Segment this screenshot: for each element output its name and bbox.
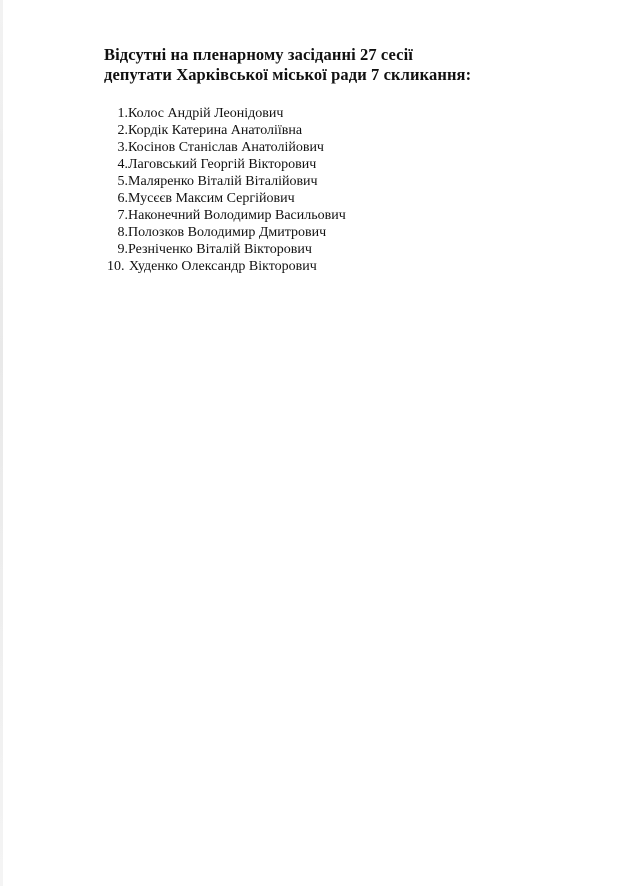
list-item-name: Колос Андрій Леонідович	[128, 106, 284, 121]
list-item-name: Мусєєв Максим Сергійович	[128, 191, 295, 206]
list-item-name: Полозков Володимир Дмитрович	[128, 225, 327, 240]
scan-edge	[0, 0, 3, 886]
list-item-number: 3.	[117, 140, 128, 155]
list-item-number: 1.	[117, 106, 128, 121]
list-item-name: Резніченко Віталій Вікторович	[128, 242, 312, 257]
list-item	[106, 105, 346, 122]
list-item-name: Кордік Катерина Анатоліївна	[128, 123, 303, 138]
list-item	[106, 122, 346, 139]
list-item-name: Маляренко Віталій Віталійович	[128, 174, 318, 189]
list-item-number: 5.	[117, 174, 128, 189]
list-item-number: 10.	[107, 259, 125, 274]
list-item	[106, 224, 346, 241]
list-item	[106, 156, 346, 173]
list-item-name: Наконечний Володимир Васильович	[128, 208, 346, 223]
title-line-1: Відсутні на пленарному засіданні 27 сесії	[104, 45, 413, 64]
list-item-name: Худенко Олександр Вікторович	[129, 259, 317, 274]
list-item-number: 9.	[117, 242, 128, 257]
list-item-number: 4.	[117, 157, 128, 172]
title-line-2: депутати Харківської міської ради 7 скликання:	[104, 65, 472, 84]
absent-deputies-list	[106, 105, 346, 275]
document-title	[104, 45, 471, 85]
list-item-number: 2.	[117, 123, 128, 138]
list-item-number: 7.	[117, 208, 128, 223]
list-item-number: 6.	[117, 191, 128, 206]
list-item	[106, 241, 346, 258]
list-item	[106, 258, 346, 275]
list-item	[106, 139, 346, 156]
list-item-number: 8.	[117, 225, 128, 240]
list-item-name: Лаговський Георгій Вікторович	[128, 157, 317, 172]
list-item	[106, 190, 346, 207]
list-item	[106, 173, 346, 190]
list-item	[106, 207, 346, 224]
list-item-name: Косінов Станіслав Анатолійович	[128, 140, 324, 155]
